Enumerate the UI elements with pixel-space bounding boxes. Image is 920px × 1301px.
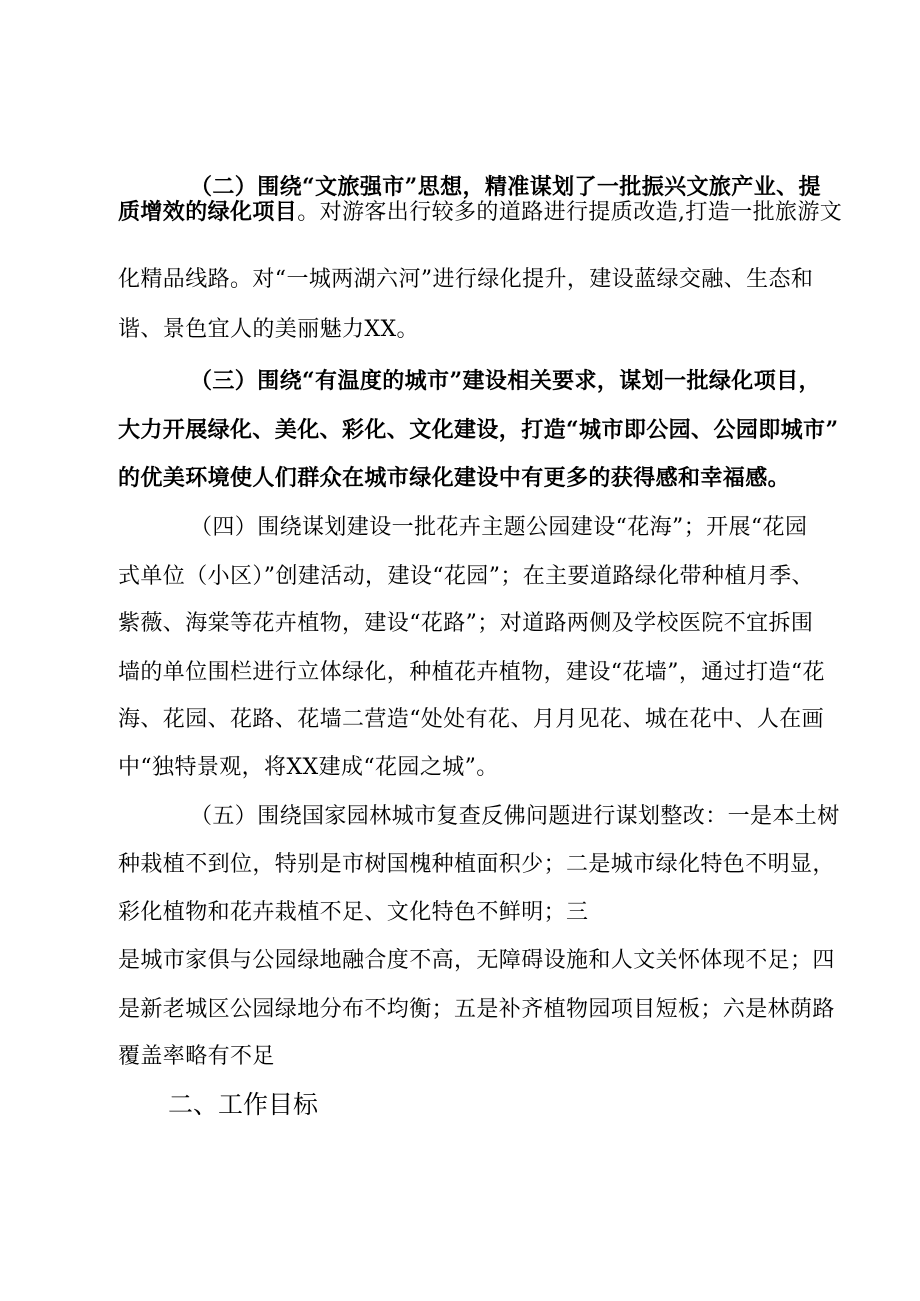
- para4-line5: 海、花园、花路、花墙二营造“处处有花、月月见花、城在花中、人在画: [118, 707, 825, 732]
- para4-line1: （四）围绕谋划建设一批花卉主题公园建设“花海”；开展“花园: [190, 515, 808, 540]
- para5-line3: 彩化植物和花卉栽植不足、文化特色不鲜明；三: [118, 900, 589, 925]
- para3-line1: （三）围绕“有温度的城市”建设相关要求，谋划一批绿化项目，: [190, 368, 821, 394]
- para4-line4: 墙的单位围栏进行立体绿化，种植花卉植物，建设“花墙”，通过打造“花: [118, 660, 825, 685]
- para5-line5: 是新老城区公园绿地分布不均衡；五是补齐植物园项目短板；六是林荫路: [118, 997, 835, 1022]
- para3-line2: 大力开展绿化、美化、彩化、文化建设，打造“城市即公园、公园即城市”: [118, 417, 839, 443]
- para3-line3: 的优美环境使人们群众在城市绿化建设中有更多的获得感和幸福感。: [118, 465, 791, 491]
- para2-line1: （二）围绕“文旅强市”思想，精准谋划了一批振兴文旅产业、提: [190, 174, 821, 200]
- section-heading: 二、工作目标: [168, 1090, 319, 1119]
- para2-line2: [118, 197, 842, 228]
- para2-line4: 谐、景色宜人的美丽魅力XX。: [118, 317, 419, 342]
- para5-line6: 覆盖率略有不足: [118, 1044, 275, 1069]
- para4-line3: 紫薇、海棠等花卉植物，建设“花路”；对道路两侧及学校医院不宜拆围: [118, 611, 814, 636]
- para5-line1: （五）围绕国家园林城市复查反佛问题进行谋划整改：一是本土树: [190, 804, 840, 829]
- para2-line2-rest: 。对游客出行较多的道路进行提质改造,打造一批旅游文: [297, 200, 843, 225]
- para2-line2-bold: 质增效的绿化项目: [118, 199, 298, 225]
- para5-line4: 是城市家俱与公园绿地融合度不高，无障碍设施和人文关怀体现不足；四: [118, 948, 835, 973]
- para4-line2: 式单位（小区）”创建活动，建设“花园”；在主要道路绿化带种植月季、: [118, 564, 814, 589]
- para5-line2: 种栽植不到位，特别是市树国槐种植面积少；二是城市绿化特色不明显，: [118, 852, 835, 877]
- para2-line3: 化精品线路。对“一城两湖六河”进行绿化提升，建设蓝绿交融、生态和: [118, 267, 814, 292]
- para4-line6: 中“独特景观，将XX建成“花园之城”。: [118, 755, 499, 780]
